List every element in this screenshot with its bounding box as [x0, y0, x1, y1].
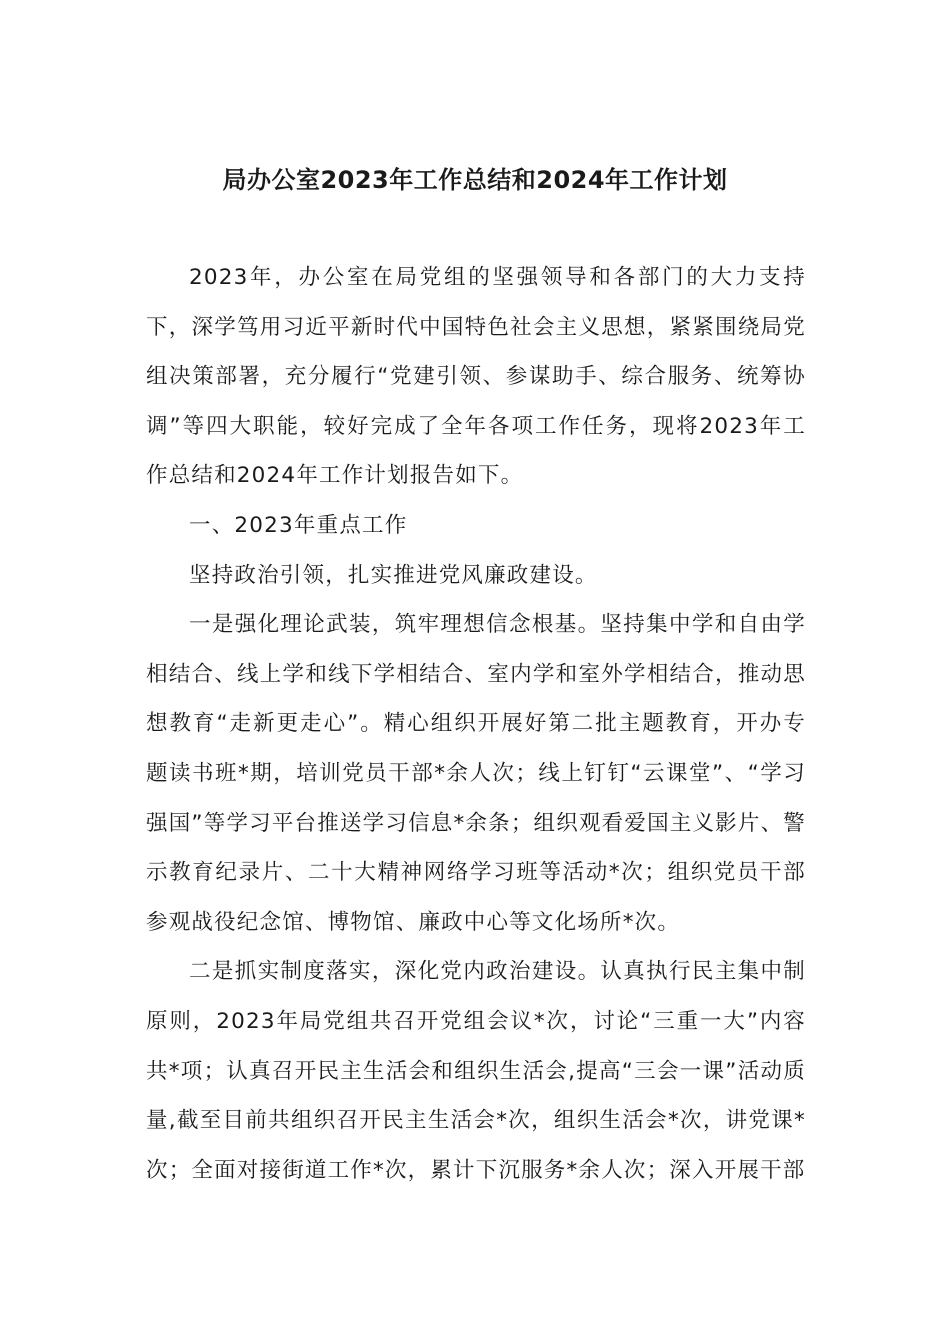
section-heading: 一、2023年重点工作: [189, 512, 408, 538]
document-body: [146, 253, 806, 1195]
intro-paragraph: 2023年，办公室在局党组的坚强领导和各部门的大力支持下，深学笃用习近平新时代中国特色社会主义思想，紧紧围绕局党组决策部署，充分履行“党建引领、参谋助手、综合服务、统筹协调”等四大职能，较好完成了全年各项工作任务，现将2023年工作总结和2024年工作计划报告如下。: [146, 265, 806, 489]
item-paragraph-1: 一是强化理论武装，筑牢理想信念根基。坚持集中学和自由学相结合、线上学和线下学相结合、室内学和室外学相结合，推动思想教育“走新更走心”。精心组织开展好第二批主题教育，开办专题读书班*期，培训党员干部*余人次；线上钉钉“云课堂”、“学习强国”等学习平台推送学习信息*余条；组织观看爱国主义影片、警示教育纪录片、二十大精神网络学习班等活动*次；组织党员干部参观战役纪念馆、博物馆、廉政中心等文化场所*次。: [146, 612, 806, 935]
subsection-heading: 坚持政治引领，扎实推进党风廉政建设。: [189, 562, 598, 588]
item-paragraph-2: 二是抓实制度落实，深化党内政治建设。认真执行民主集中制原则，2023年局党组共召开党组会议*次，讨论“三重一大”内容共*项；认真召开民主生活会和组织生活会,提高“三会一课”活动质量,截至目前共组织召开民主生活会*次，组织生活会*次，讲党课*次；全面对接街道工作*次，累计下沉服务*余人次；深入开展干部: [146, 959, 806, 1183]
document-title: 局办公室2023年工作总结和2024年工作计划: [222, 166, 728, 194]
